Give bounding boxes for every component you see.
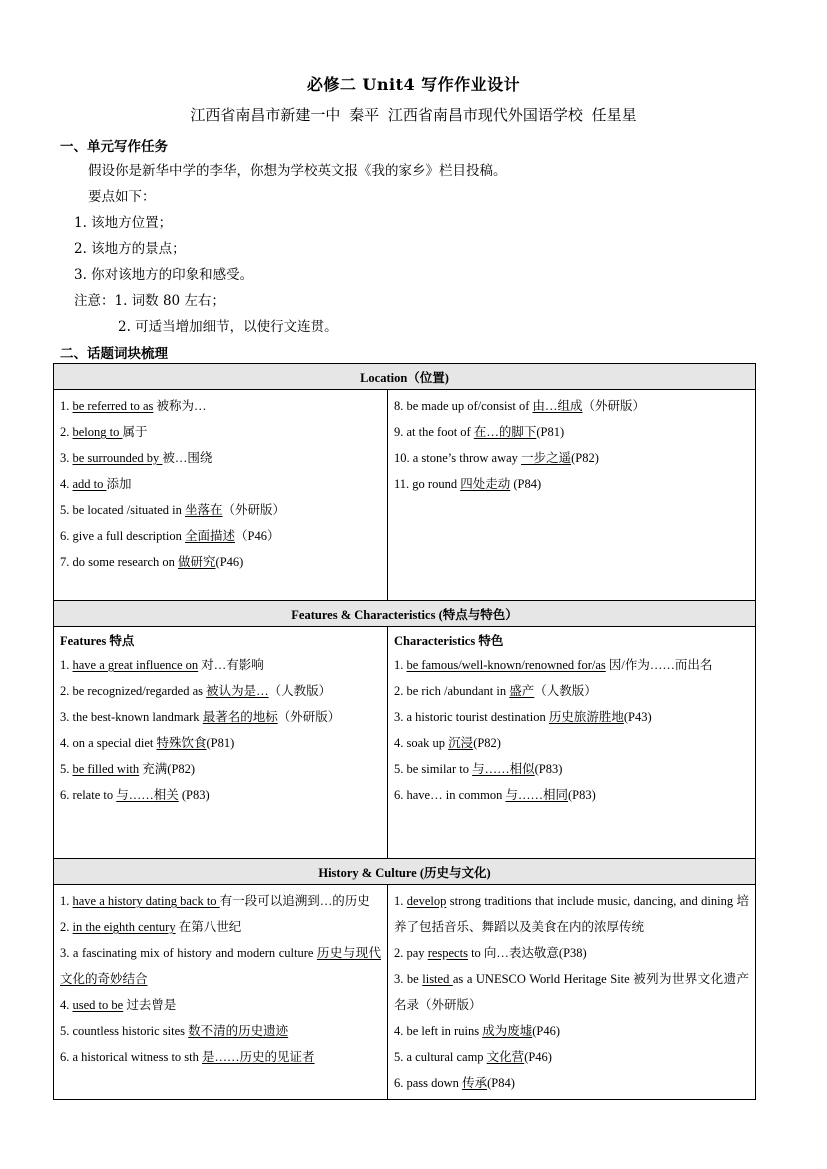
item-gloss: (P82) — [571, 451, 599, 465]
underlined-answer: add to — [72, 477, 107, 491]
history-item — [60, 1044, 381, 1070]
item-text: 2. be recognized/regarded as — [60, 684, 207, 698]
underlined-answer: 历史与现代文化的奇妙结合 — [60, 946, 381, 986]
underlined-answer: 被认为是… — [206, 684, 269, 698]
task-note: 注意：1. 词数 80 左右； — [74, 293, 225, 309]
underlined-answer: belong to — [72, 425, 123, 439]
underlined-answer: be famous/well-known/renowned for/as — [406, 658, 606, 672]
item-text: 10. a stone’s throw away — [394, 451, 522, 465]
item-text: 3. — [60, 451, 73, 465]
underlined-answer: be filled with — [72, 762, 140, 776]
location-item — [394, 419, 749, 445]
item-text: 2. — [60, 425, 73, 439]
item-gloss: 添加 — [106, 477, 132, 491]
item-gloss: 被称为… — [153, 399, 207, 413]
location-right-cell — [388, 390, 756, 601]
underlined-answer: 全面描述 — [184, 529, 235, 543]
characteristics-list — [394, 652, 749, 808]
characteristics-item — [394, 678, 749, 704]
item-gloss: (P46) — [215, 555, 244, 569]
item-text: 2. pay — [394, 946, 428, 960]
history-item — [60, 914, 381, 940]
item-gloss: 有一段可以追溯到…的历史 — [219, 894, 370, 908]
underlined-answer: 一步之遥 — [521, 451, 572, 465]
item-text: 1. — [394, 658, 407, 672]
task-points-label: 要点如下： — [88, 189, 156, 205]
features-subtitle: Features 特点 — [60, 634, 135, 648]
underlined-answer: 坐落在 — [184, 503, 223, 517]
culture-item — [394, 966, 749, 1018]
culture-item — [394, 1018, 749, 1044]
item-text: 1. — [60, 399, 73, 413]
location-item — [60, 471, 381, 497]
item-text: 9. at the foot of — [394, 425, 474, 439]
item-gloss: 被…围绕 — [162, 451, 213, 465]
underlined-answer: respects — [427, 946, 468, 960]
underlined-answer: be referred to as — [72, 399, 154, 413]
underlined-answer: 与……相关 — [116, 788, 179, 802]
underlined-answer: 文化营 — [486, 1050, 525, 1064]
underlined-answer: 四处走动 — [460, 477, 511, 491]
features-list — [60, 652, 381, 808]
features-item — [60, 782, 381, 808]
item-gloss: (P83) — [567, 788, 596, 802]
history-item — [60, 1018, 381, 1044]
underlined-answer: 与……相同 — [505, 788, 568, 802]
history-header: History & Culture (历史与文化) — [54, 859, 756, 885]
item-text: 5. be similar to — [394, 762, 473, 776]
section-heading-task: 一、单元写作任务 — [60, 139, 168, 155]
item-text: 8. be made up of/consist of — [394, 399, 533, 413]
culture-item — [394, 1044, 749, 1070]
history-item — [60, 992, 381, 1018]
task-intro: 假设你是新华中学的李华，你想为学校英文报《我的家乡》栏目投稿。 — [88, 163, 507, 179]
underlined-answer: have a great influence on — [72, 658, 199, 672]
features-item — [60, 756, 381, 782]
location-item — [394, 393, 749, 419]
location-item — [60, 523, 381, 549]
item-gloss: 充满(P82) — [139, 762, 196, 776]
underlined-answer: listed — [422, 972, 453, 986]
item-gloss: (P84) — [487, 1076, 515, 1090]
underlined-answer: 在…的脚下 — [473, 425, 537, 439]
item-text: 5. be located /situated in — [60, 503, 185, 517]
task-note: 2. 可适当增加细节，以使行文连贯。 — [118, 319, 338, 335]
location-header: Location（位置) — [54, 364, 756, 390]
item-gloss: （人教版） — [268, 684, 332, 698]
underlined-answer: 数不清的历史遗迹 — [188, 1024, 289, 1038]
culture-item — [394, 940, 749, 966]
item-gloss: strong traditions that include music, dancing, and dining 培养了包括音乐、舞蹈以及美食在内的浓厚传统 — [394, 894, 750, 934]
item-text: 7. do some research on — [60, 555, 179, 569]
features-left-cell — [54, 627, 388, 859]
item-text: 5. countless historic sites — [60, 1024, 189, 1038]
item-gloss: (P46) — [524, 1050, 552, 1064]
item-gloss: (P46) — [532, 1024, 560, 1038]
vocabulary-table — [53, 363, 756, 1100]
item-gloss: (P43) — [623, 710, 652, 724]
location-item — [60, 419, 381, 445]
characteristics-cell — [388, 627, 756, 859]
item-text: 3. a historic tourist destination — [394, 710, 549, 724]
underlined-answer: be surrounded by — [72, 451, 163, 465]
location-item — [60, 497, 381, 523]
item-text: 6. pass down — [394, 1076, 463, 1090]
item-gloss: （外研版） — [582, 399, 646, 413]
underlined-answer: 成为废墟 — [482, 1024, 533, 1038]
underlined-answer: have a history dating back to — [72, 894, 220, 908]
underlined-answer: 最著名的地标 — [202, 710, 278, 724]
underlined-answer: 历史旅游胜地 — [548, 710, 624, 724]
location-item — [394, 471, 749, 497]
item-gloss: (P83) — [534, 762, 563, 776]
features-item — [60, 704, 381, 730]
item-text: 6. a historical witness to sth — [60, 1050, 202, 1064]
features-item — [60, 678, 381, 704]
item-text: 5. a cultural camp — [394, 1050, 487, 1064]
location-left-cell — [54, 390, 388, 601]
characteristics-item — [394, 730, 749, 756]
item-text: 3. a fascinating mix of history and modern culture — [60, 946, 317, 960]
item-gloss: 因/作为……而出名 — [605, 658, 713, 672]
location-item — [60, 549, 381, 575]
underlined-answer: 做研究 — [178, 555, 216, 569]
location-item — [60, 393, 381, 419]
page-title: 必修二 Unit4 写作作业设计 — [306, 75, 521, 94]
underlined-answer: 与……相似 — [472, 762, 535, 776]
task-point: 1. 该地方位置； — [74, 215, 173, 231]
item-text: 2. be rich /abundant in — [394, 684, 510, 698]
history-item — [60, 940, 381, 992]
item-gloss: （外研版） — [222, 503, 285, 517]
characteristics-item — [394, 756, 749, 782]
task-point: 3. 你对该地方的印象和感受。 — [74, 267, 254, 283]
item-gloss: 属于 — [122, 425, 148, 439]
item-gloss: （人教版） — [534, 684, 597, 698]
culture-item — [394, 1070, 749, 1096]
item-text: 6. give a full description — [60, 529, 185, 543]
item-gloss: (P81) — [536, 425, 565, 439]
item-text: 11. go round — [394, 477, 461, 491]
item-text: 4. — [60, 998, 73, 1012]
underlined-answer: 盛产 — [509, 684, 535, 698]
underlined-answer: 特殊饮食 — [156, 736, 207, 750]
item-gloss: (P84) — [510, 477, 542, 491]
history-right-cell — [388, 885, 756, 1100]
item-text: 5. — [60, 762, 73, 776]
item-text: 1. — [60, 894, 73, 908]
underlined-answer: develop — [406, 894, 447, 908]
location-item — [60, 445, 381, 471]
item-text: 4. on a special diet — [60, 736, 157, 750]
history-right-list — [394, 888, 749, 1096]
underlined-answer: 是……历史的见证者 — [202, 1050, 315, 1064]
author-line: 江西省南昌市新建一中 秦平 江西省南昌市现代外国语学校 任星星 — [190, 106, 637, 124]
history-item — [60, 888, 381, 914]
item-text: 4. — [60, 477, 73, 491]
characteristics-item — [394, 652, 749, 678]
item-text: 4. soak up — [394, 736, 449, 750]
item-gloss: 过去曾是 — [123, 998, 177, 1012]
item-text: 4. be left in ruins — [394, 1024, 483, 1038]
history-left-list — [60, 888, 381, 1070]
culture-item — [394, 888, 749, 940]
underlined-answer: 传承 — [462, 1076, 488, 1090]
item-gloss: 对…有影响 — [198, 658, 264, 672]
task-point: 2. 该地方的景点； — [74, 241, 186, 257]
underlined-answer: in the eighth century — [72, 920, 176, 934]
item-gloss: （外研版） — [277, 710, 341, 724]
features-header: Features & Characteristics (特点与特色） — [54, 601, 756, 627]
item-text: 3. the best-known landmark — [60, 710, 203, 724]
location-item — [394, 445, 749, 471]
item-text: 6. relate to — [60, 788, 117, 802]
location-right-list — [394, 393, 749, 497]
item-gloss: as a UNESCO World Heritage Site 被列为世界文化遗产名录（外研版） — [394, 972, 750, 1012]
underlined-answer: 沉浸 — [448, 736, 474, 750]
underlined-answer: used to be — [72, 998, 124, 1012]
item-text: 1. — [394, 894, 407, 908]
features-item — [60, 730, 381, 756]
history-left-cell — [54, 885, 388, 1100]
item-text: 3. be — [394, 972, 423, 986]
item-gloss: 在第八世纪 — [175, 920, 242, 934]
characteristics-item — [394, 704, 749, 730]
location-left-list — [60, 393, 381, 575]
item-text: 6. have… in common — [394, 788, 506, 802]
item-text: 2. — [60, 920, 73, 934]
item-gloss: (P82) — [473, 736, 501, 750]
item-gloss: （P46） — [235, 529, 280, 543]
item-gloss: (P81) — [206, 736, 235, 750]
underlined-answer: 由…组成 — [532, 399, 583, 413]
section-heading-vocabulary: 二、话题词块梳理 — [60, 346, 168, 362]
item-gloss: to 向…表达敬意(P38) — [467, 946, 587, 960]
characteristics-item — [394, 782, 749, 808]
features-item — [60, 652, 381, 678]
item-gloss: (P83) — [178, 788, 210, 802]
characteristics-subtitle: Characteristics 特色 — [394, 634, 504, 648]
item-text: 1. — [60, 658, 73, 672]
